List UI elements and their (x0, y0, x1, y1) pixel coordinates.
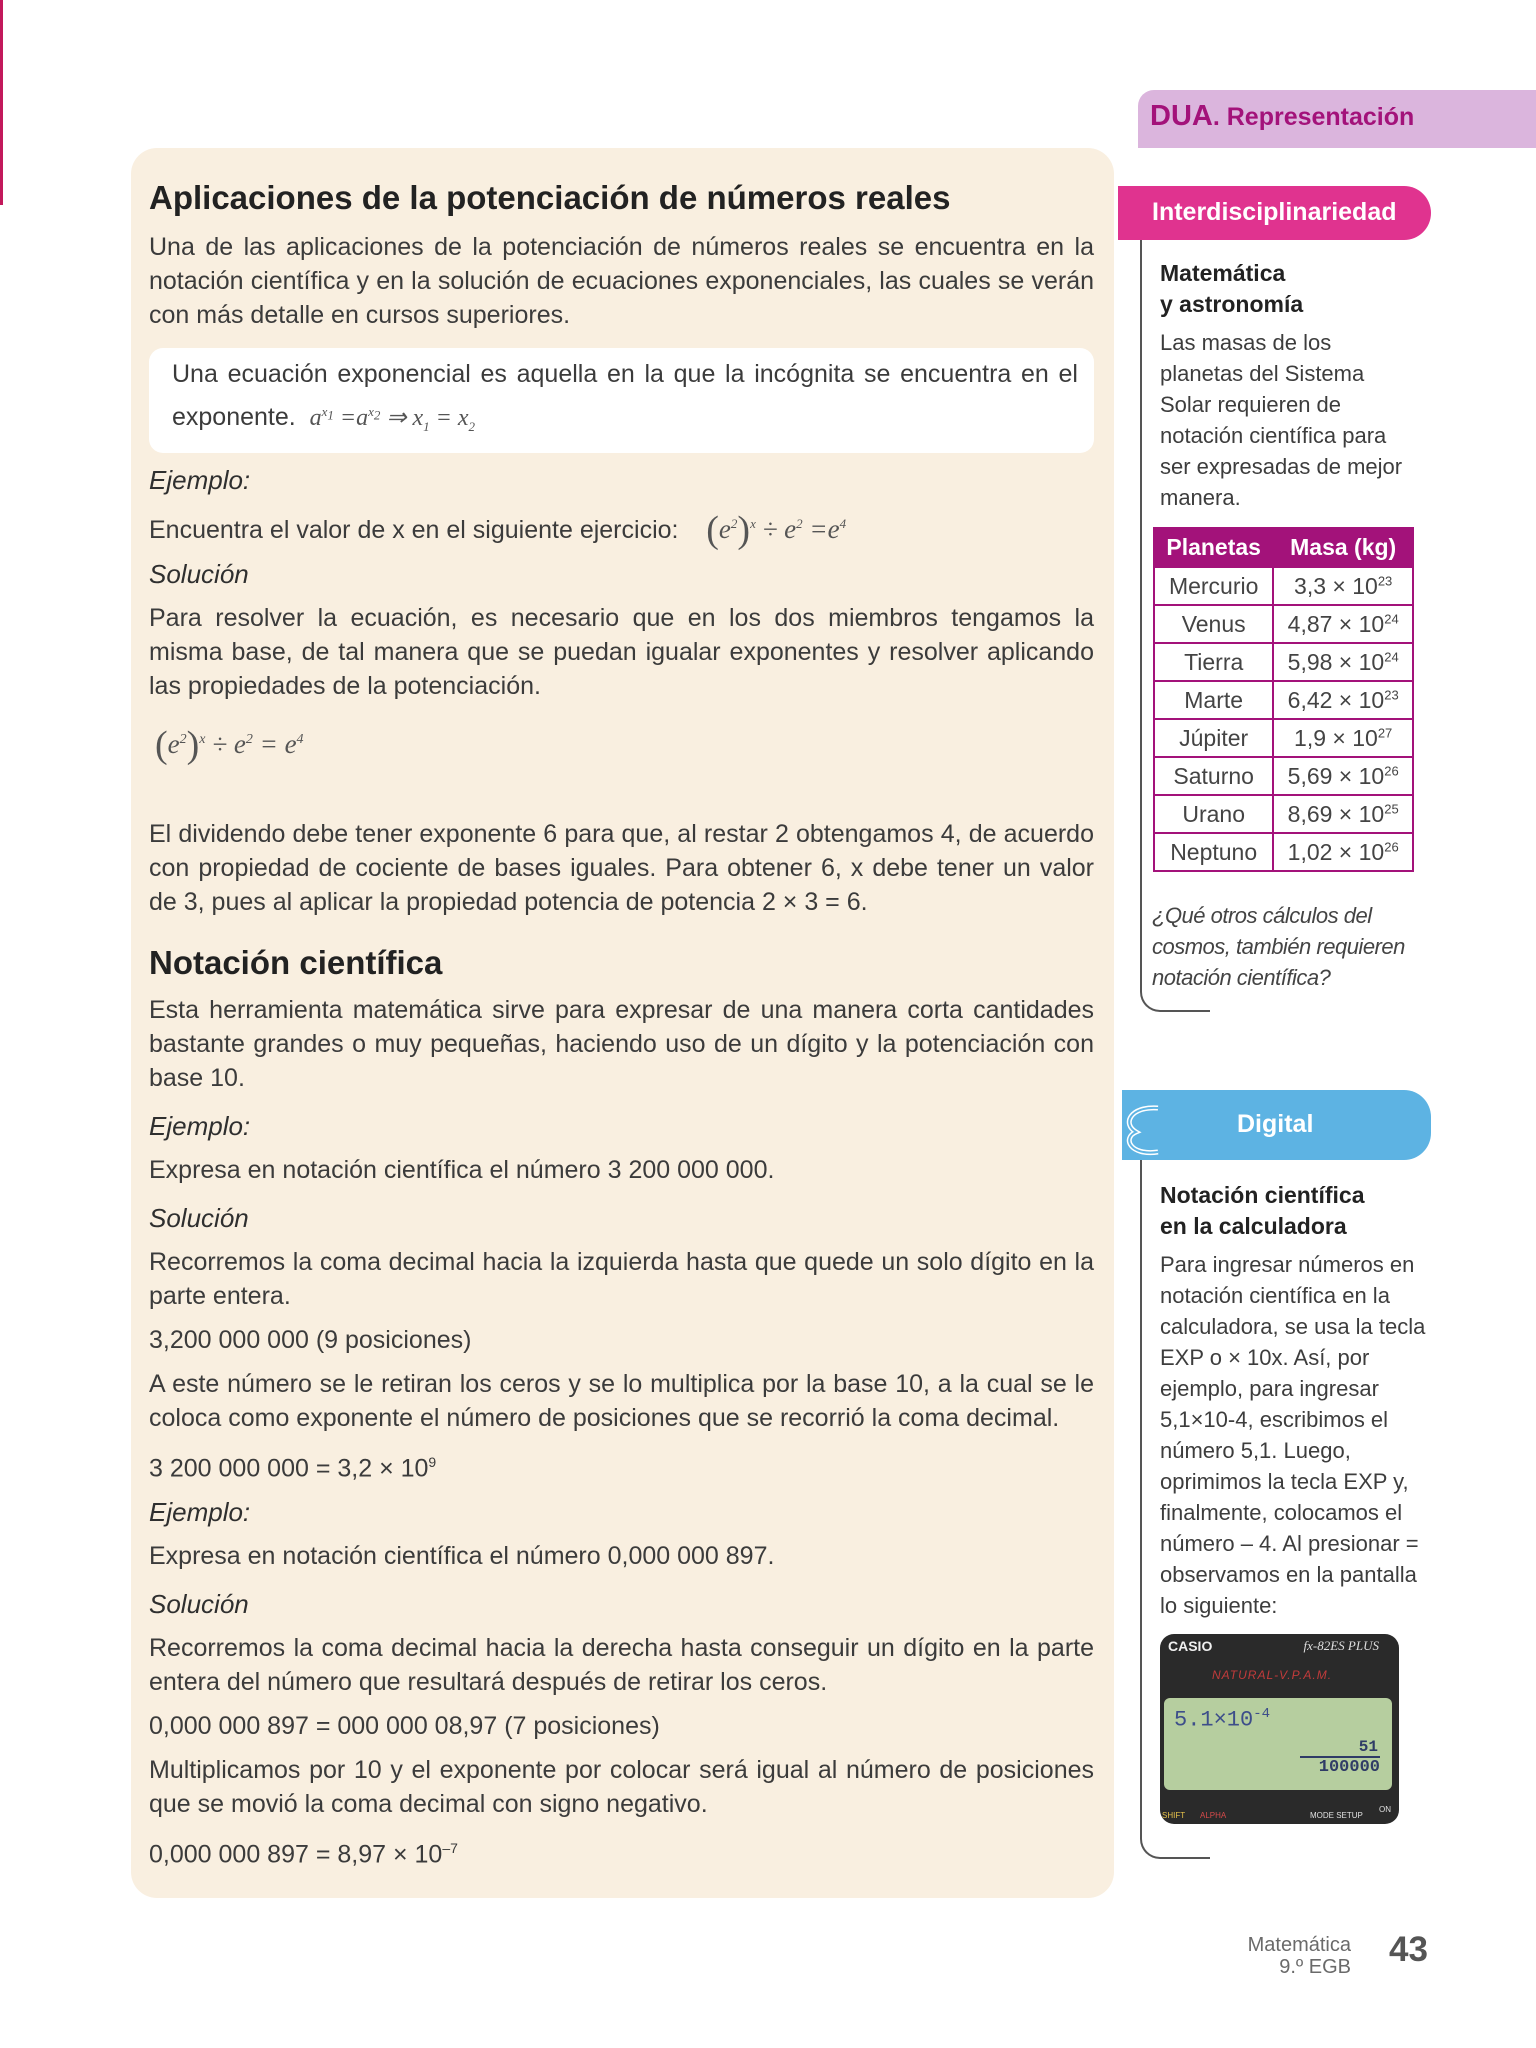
page-number: 43 (1389, 1930, 1428, 1969)
calculator-key-mode: MODE SETUP (1310, 1811, 1363, 1820)
solution2-step1: Recorremos la coma decimal hacia la izquierda hasta que quede un solo dígito en la parte entera. (149, 1247, 1094, 1310)
solution2-step2: 3,200 000 000 (9 posiciones) (149, 1325, 472, 1354)
table-row: Júpiter $1,9 \times 10^{27}$ (1154, 719, 1413, 757)
solution3-step3: Multiplicamos por 10 y el exponente por colocar será igual al número de posiciones que se movió la coma decimal con signo negativo. (149, 1756, 1094, 1819)
solution3-label: Solución (149, 1589, 249, 1620)
solution2-result: 3 200 000 $000 = 3,2 \times 10^9$ (149, 1453, 437, 1483)
table-row: Marte $6,42 \times 10^{23}$ (1154, 681, 1413, 719)
table-row: Mercurio $3,3 \times 10^{23}$ (1154, 567, 1413, 605)
example2-text: Expresa en notación científica el número 3 200 000 000. (149, 1155, 775, 1184)
digital-text: Para ingresar números en notación científica en la calculadora, se usa la tecla EXP o × 10x. Así, por ejemplo, para ingresar 5,1×10-4, escribimos el número 5,1. Luego, oprimimos la tecla EXP y, finalmente, colocamos el número – 4. Al presionar = observamos en la pantalla lo siguiente: (1160, 1252, 1426, 1618)
calculator-screen (1164, 1698, 1392, 1790)
calculator-natural-label: NATURAL-V.P.A.M. (1212, 1668, 1333, 1682)
inter-question: ¿Qué otros cálculos del cosmos, también requieren notación científica? (1152, 903, 1405, 990)
section-title-scientific-notation: Notación científica (149, 943, 443, 981)
solution3-step1: Recorremos la coma decimal hacia la derecha hasta conseguir un dígito en la parte entera del número que resultará después de retirar los ceros. (149, 1634, 1094, 1697)
table-row: Tierra $5,98 \times 10^{24}$ (1154, 643, 1413, 681)
main-content-panel (131, 148, 1114, 1898)
calculator-key-alpha: ALPHA (1200, 1811, 1227, 1820)
header-masa: Masa (kg) (1273, 528, 1413, 567)
example3-label: Ejemplo: (149, 1497, 251, 1528)
digital-title: Notación científica en la calculadora (1160, 1182, 1365, 1239)
digital-c-icon (1118, 1100, 1168, 1160)
planets-table (1153, 527, 1414, 872)
tab-interdisciplinariedad: Interdisciplinariedad (1118, 186, 1431, 240)
footer-grade: 9.º EGB (1279, 1956, 1351, 1978)
solution3-step2: 0,000 000 897 = 000 000 08,97 (7 posiciones) (149, 1712, 660, 1741)
solution1-text: Para resolver la ecuación, es necesario que en los dos miembros tengamos la misma base, de tal manera que se puedan igualar exponentes y resolver aplicando las propiedades de la potenciación. (149, 603, 1094, 700)
definition-box (149, 348, 1094, 453)
dua-subtitle: . Representación (1212, 103, 1415, 131)
tab-digital: Digital (1122, 1090, 1431, 1160)
definition-formula: $a^{x_1} =a^{x_2}$ ⇒ $x_1 = x_2$ (309, 404, 476, 434)
table-row: Venus $4,87 \times 10^{24}$ (1154, 605, 1413, 643)
solution1-explanation: El dividendo debe tener exponente 6 para que, al restar 2 obtengamos 4, de acuerdo con propiedad de cociente de bases iguales. Para obtener 6, x debe tener un valor de 3, pues al aplicar la propiedad potencia de potencia 2 × 3 = 6. (149, 819, 1094, 916)
example3-text: Expresa en notación científica el número 0,000 000 897. (149, 1542, 775, 1571)
definition-paragraph (172, 356, 1078, 445)
edge-accent-bar (0, 0, 3, 205)
calculator-image (1160, 1634, 1399, 1824)
calculator-key-shift: SHIFT (1162, 1811, 1186, 1820)
table-row: Urano $8,69 \times 10^{25}$ (1154, 795, 1413, 833)
solution1-equation: $(e^2)^x \div e^2 = e^4$ (155, 723, 304, 766)
solution3-result: 0,000 000 $897 = 8,97 \times 10^{-7}$ (149, 1840, 458, 1869)
calculator-numerator: 51 (1358, 1738, 1378, 1756)
section-title-applications: Aplicaciones de la potenciación de números reales (149, 179, 951, 216)
solution1-label: Solución (149, 558, 249, 589)
inter-text: Las masas de los planetas del Sistema Solar requieren de notación científica para ser expresadas de mejor manera. (1160, 330, 1403, 510)
table-row: Neptuno $1,02 \times 10^{26}$ (1154, 833, 1413, 871)
calculator-input: $5.1\times 10^{-4}$ (1174, 1706, 1271, 1733)
example1-statement: Encuentra el valor de x en el siguiente ejercicio: $(e^2)^x \div e^2 =e^4$ (149, 508, 847, 551)
solution2-step3: A este número se le retiran los ceros y se lo multiplica por la base 10, a la cual se le coloca como exponente el número de posiciones que se recorrió la coma decimal. (149, 1369, 1094, 1432)
footer-subject: Matemática (1247, 1934, 1351, 1956)
example1-label: Ejemplo: (149, 464, 251, 495)
calculator-key-on: ON (1379, 1805, 1391, 1814)
definition-text: Una ecuación exponencial es aquella en la que la incógnita se encuentra en el exponente. (172, 360, 1078, 431)
intro-paragraph: Una de las aplicaciones de la potenciación de números reales se encuentra en la notación científica y en la solución de ecuaciones exponenciales, las cuales se verán con más detalle en cursos superiores. (149, 233, 1094, 329)
inter-title: Matemática y astronomía (1160, 260, 1304, 317)
example1-equation: $(e^2)^x \div e^2 =e^4$ (706, 508, 847, 551)
scientific-notation-intro: Esta herramienta matemática sirve para expresar de una manera corta cantidades bastante grandes o muy pequeñas, haciendo uso de un dígito y la potenciación con base 10. (149, 995, 1094, 1092)
calculator-brand: CASIO (1168, 1638, 1213, 1654)
table-header-row (1154, 528, 1413, 567)
solution2-label: Solución (149, 1202, 249, 1233)
example2-label: Ejemplo: (149, 1110, 251, 1141)
header-planetas: Planetas (1154, 528, 1273, 567)
dua-label: DUA (1150, 100, 1213, 132)
calculator-denominator: 100000 (1318, 1758, 1380, 1777)
calculator-model: fx-82ES PLUS (1303, 1638, 1379, 1653)
table-row: Saturno $5,69 \times 10^{26}$ (1154, 757, 1413, 795)
dua-header (1138, 90, 1536, 148)
